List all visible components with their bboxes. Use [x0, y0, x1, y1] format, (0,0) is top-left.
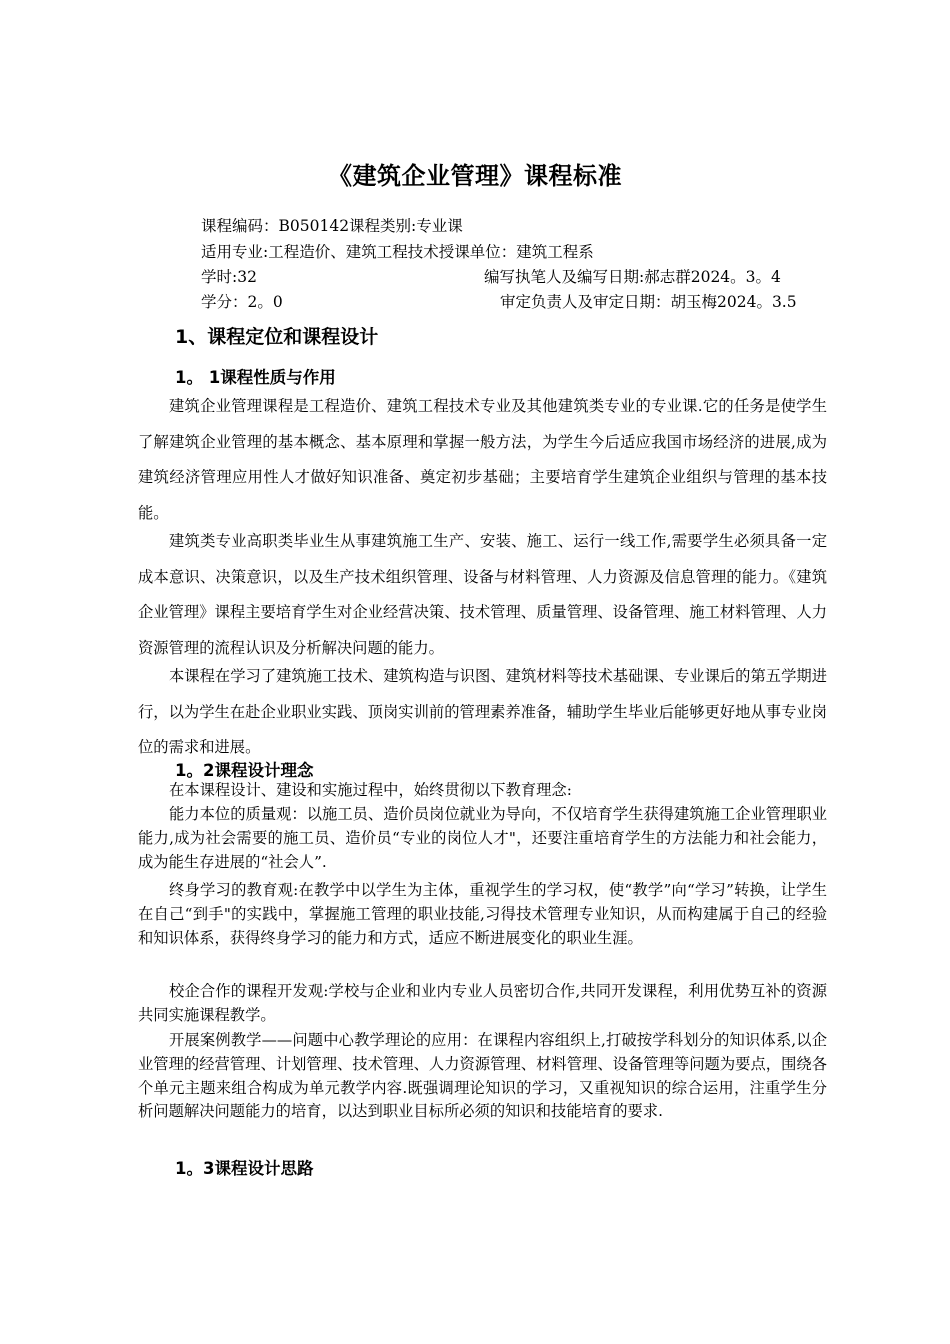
meta-reviewer-date: 审定负责人及审定日期：胡玉梅2024。3.5 [500, 293, 797, 311]
paragraph-case-teaching: 开展案例教学——问题中心教学理论的应用：在课程内容组织上,打破按学科划分的知识体系,以企业管理的经营管理、计划管理、技术管理、人力资源管理、材料管理、设备管理等问题为要点，围绕各个单元主题来组合构成为单元教学内容.既强调理论知识的学习，又重视知识的综合运用，注重学生分析问题解决问题能力的培育，以达到职业目标所必须的知识和技能培育的要求. [138, 1031, 827, 1121]
paragraph-graduate-abilities: 建筑类专业高职类毕业生从事建筑施工生产、安装、施工、运行一线工作,需要学生必须具备一定成本意识、决策意识，以及生产技术组织管理、设备与材料管理、人力资源及信息管理的能力。《建筑企业管理》课程主要培育学生对企业经营决策、技术管理、质量管理、设备管理、施工材料管理、人力资源管理的流程认识及分析解决问题的能力。 [138, 532, 827, 657]
paragraph-course-schedule: 本课程在学习了建筑施工技术、建筑构造与识图、建筑材料等技术基础课、专业课后的第五学期进行，以为学生在赴企业职业实践、顶岗实训前的管理素养准备，辅助学生毕业后能够更好地从事专业岗位的需求和进展。 [138, 667, 827, 756]
meta-author-date: 编写执笔人及编写日期:郝志群2024。3。4 [484, 268, 781, 286]
section-heading-1: 1、课程定位和课程设计 [175, 326, 379, 348]
meta-hours: 学时:32 [201, 268, 257, 286]
paragraph-ability-quality: 能力本位的质量观：以施工员、造价员岗位就业为导向，不仅培育学生获得建筑施工企业管理职业能力,成为社会需要的施工员、造价员“专业的岗位人才"，还要注重培育学生的方法能力和社会能力，成为能生存进展的“社会人”. [138, 805, 827, 871]
meta-major: 适用专业:工程造价、建筑工程技术授课单位：建筑工程系 [201, 243, 594, 261]
paragraph-course-nature: 建筑企业管理课程是工程造价、建筑工程技术专业及其他建筑类专业的专业课.它的任务是使学生了解建筑企业管理的基本概念、基本原理和掌握一般方法，为学生今后适应我国市场经济的进展,成为建筑经济管理应用性人才做好知识准备、奠定初步基础；主要培育学生建筑企业组织与管理的基本技能。 [138, 397, 827, 522]
meta-credits: 学分：2。0 [201, 293, 283, 311]
paragraph-school-enterprise: 校企合作的课程开发观:学校与企业和业内专业人员密切合作,共同开发课程，利用优势互补的资源共同实施课程教学。 [138, 982, 827, 1024]
section-heading-1-1: 1。 1课程性质与作用 [175, 368, 336, 387]
meta-course-code: 课程编码：B050142课程类别:专业课 [201, 217, 463, 235]
paragraph-lifelong-learning: 终身学习的教育观:在教学中以学生为主体，重视学生的学习权，使“教学”向“学习”转换，让学生在自己“到手"的实践中，掌握施工管理的职业技能,习得技术管理专业知识，从而构建属于自己的经验和知识体系，获得终身学习的能力和方式，适应不断进展变化的职业生涯。 [138, 881, 827, 947]
paragraph-design-intro: 在本课程设计、建设和实施过程中，始终贯彻以下教育理念: [169, 781, 572, 799]
document-title: 《建筑企业管理》课程标准 [328, 162, 622, 190]
section-heading-1-3: 1。3课程设计思路 [175, 1159, 314, 1178]
section-heading-1-2: 1。2课程设计理念 [175, 761, 314, 780]
